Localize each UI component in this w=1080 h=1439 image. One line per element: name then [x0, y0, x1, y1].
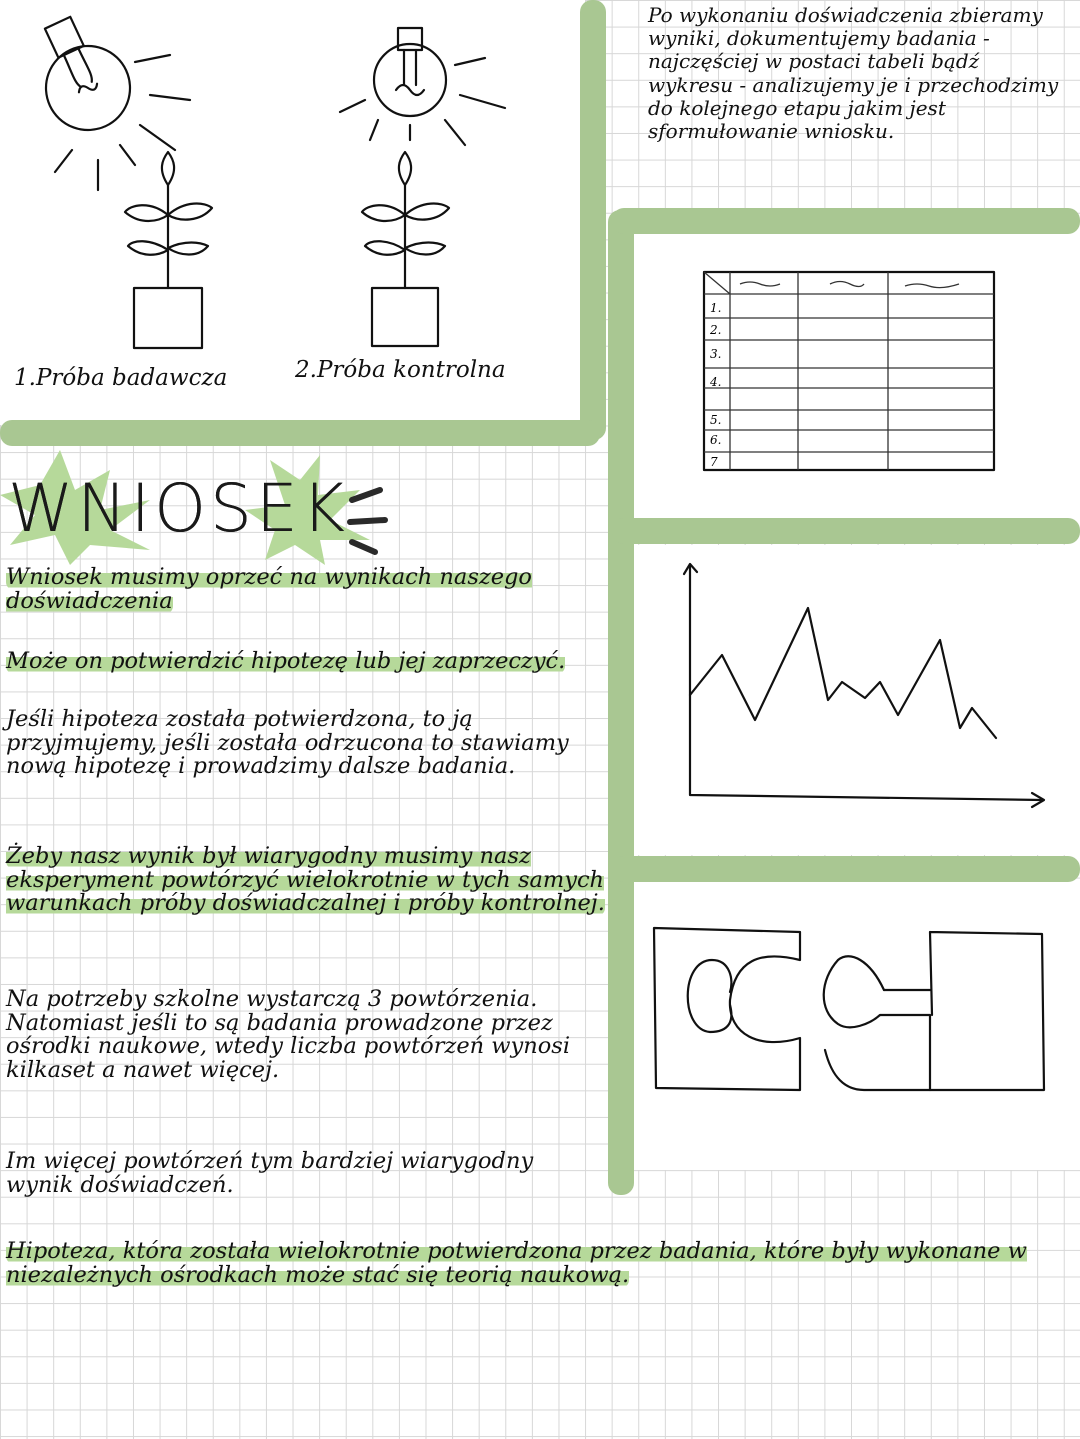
row-number: 5. — [710, 413, 722, 427]
intro-paragraph: Po wykonaniu doświadczenia zbieramy wyniki, dokumentujemy badania - najczęściej w postaci tabeli bądź wykresu - analizujemy je i przechodzimy do kolejnego etapu jakim jest sformułowanie wniosku. — [648, 3, 1059, 143]
row-number: 3. — [710, 347, 722, 361]
lamp-icon — [374, 28, 446, 116]
paragraph: Jeśli hipoteza została potwierdzona, to ją przyjmujemy, jeśli została odrzucona to stawiamy nową hipotezę i prowadzimy dalsze badania. — [6, 706, 569, 780]
caption-control-sample: 2.Próba kontrolna — [295, 357, 506, 383]
section-title: WNIOSEK — [8, 470, 349, 547]
frame-bar-right-3 — [612, 856, 1080, 882]
plant-icon — [362, 152, 449, 346]
paragraph-text: Żeby nasz wynik był wiarygodny musimy nasz eksperyment powtórzyć wielokrotnie w tych samych warunkach próby doświadczalnej i próby kontrolnej. — [6, 843, 605, 917]
row-number: 6. — [710, 433, 722, 447]
paragraph: Na potrzeby szkolne wystarczą 3 powtórzenia. Natomiast jeśli to są badania prowadzone przez ośrodki naukowe, wtedy liczba powtórzeń wynosi kilkaset a nawet więcej. — [6, 986, 571, 1083]
row-number: 4. — [710, 375, 722, 389]
row-number: 2. — [710, 323, 722, 337]
plant-icon — [125, 152, 212, 348]
line-graph-sketch — [680, 560, 1060, 820]
closing-text: Hipoteza, która została wielokrotnie potwierdzona przez badania, które były wykonane w niezależnych ośrodkach może stać się teorią naukową. — [6, 1238, 1027, 1288]
paragraph — [6, 566, 606, 613]
frame-bar-right-2 — [612, 518, 1080, 544]
table-sketch — [700, 268, 1000, 468]
paragraph — [6, 845, 606, 916]
frame-bar-top-left-horizontal — [0, 420, 600, 446]
frame-bar-right-1 — [612, 208, 1080, 234]
puzzle-sketch — [650, 920, 1050, 1120]
row-number: 1. — [710, 301, 722, 315]
caption-research-sample: 1.Próba badawcza — [14, 365, 228, 391]
paragraph — [6, 650, 606, 674]
closing-paragraph — [6, 1240, 1066, 1287]
lamp-icon — [20, 5, 144, 144]
paragraph-text: Może on potwierdzić hipotezę lub jej zaprzeczyć. — [6, 648, 566, 674]
frame-bar-right-vertical — [608, 210, 634, 1195]
paragraph: Im więcej powtórzeń tym bardziej wiarygodny wynik doświadczeń. — [6, 1148, 534, 1198]
paragraph-text: Wniosek musimy oprzeć na wynikach naszego doświadczenia — [6, 564, 532, 614]
row-number: 7 — [710, 455, 718, 469]
